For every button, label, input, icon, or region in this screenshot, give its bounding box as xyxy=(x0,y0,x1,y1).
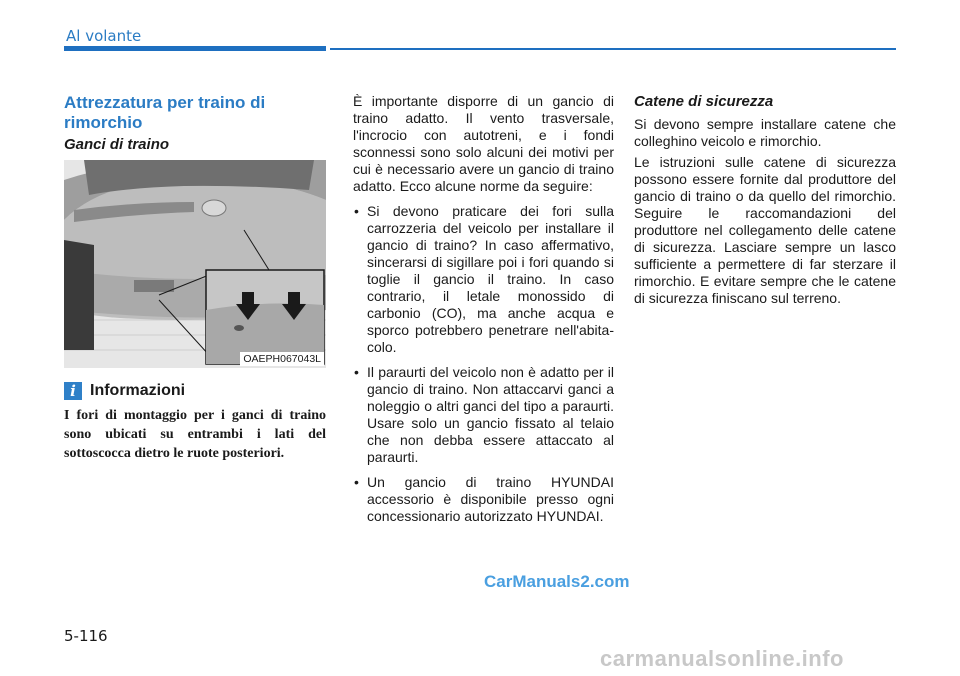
header-rule-thin xyxy=(330,48,896,50)
intro-paragraph: È importante disporre di un gancio di traino adatto. Il vento trasversale, l'incrocio con autotreni, e i fondi sconnessi sono solo alcuni dei motivi per cui è necessario avere un gancio di traino adatto. Ecco alcune norme da seguire: xyxy=(353,93,614,194)
chains-paragraph-2: Le istruzioni sulle catene di sicurezza possono essere fornite dal produttore del gancio di traino o da quello del rimorchio. Seguire le raccomandazioni del produttore nel collegamento delle catene di sicurezza. Lasciare sempre un lasco sufficiente a permettere di far sterzare il rimorchio. E evitare sempre che le catene di sicurezza finiscano sul terreno. xyxy=(634,154,896,306)
info-icon: i xyxy=(64,382,82,400)
info-header xyxy=(64,382,185,400)
main-heading: Attrezzatura per traino di rimorchio xyxy=(64,93,266,132)
column2-body xyxy=(353,93,614,533)
figure-code: OAEPH067043L xyxy=(240,352,324,366)
bullet-icon: • xyxy=(354,203,359,219)
guideline-list xyxy=(353,203,614,525)
bullet-icon: • xyxy=(354,364,359,380)
header-rule-thick xyxy=(64,46,326,51)
chains-paragraph-1: Si devono sempre installare catene che colleghino veicolo e rimorchio. xyxy=(634,116,896,149)
subheading-safety-chains: Catene di sicurezza xyxy=(634,93,774,110)
list-item xyxy=(353,203,614,356)
watermark-top: CarManuals2.com xyxy=(484,572,630,591)
list-item-text: Un gancio di traino HYUNDAI accessorio è disponibile presso ogni concessionario autorizzato HYUNDAI. xyxy=(367,474,614,524)
figure-rear-bumper xyxy=(64,160,326,368)
car-rear-illustration xyxy=(64,160,326,368)
section-title: Al volante xyxy=(66,27,142,45)
list-item xyxy=(353,474,614,525)
bullet-icon: • xyxy=(354,474,359,490)
list-item-text: Il paraurti del veicolo non è adatto per il gancio di traino. Non attaccarvi ganci a noleggio o altri ganci del tipo a paraurti. Usare solo un gancio fissato al telaio che non debba essere attaccato al paraurti. xyxy=(367,364,614,465)
info-title: Informazioni xyxy=(90,382,186,399)
list-item xyxy=(353,364,614,466)
page-number: 5-116 xyxy=(64,627,108,645)
info-text: I fori di montaggio per i ganci di traino sono ubicati su entrambi i lati del sottoscocca dietro le ruote posteriori. xyxy=(64,408,326,461)
list-item-text: Si devono praticare dei fori sulla carrozzeria del veicolo per installare il gancio di traino? In caso affermativo, sincerarsi di sigillare poi i fori quando si toglie il gancio il traino. In caso contrario, il letale monossido di carbonio (CO), ma anche acqua e sporco potrebbero penetrare nell'abita-colo. xyxy=(367,203,614,355)
watermark-bottom: carmanualsonline.info xyxy=(600,646,844,671)
subheading-tow-hooks: Ganci di traino xyxy=(64,136,170,153)
